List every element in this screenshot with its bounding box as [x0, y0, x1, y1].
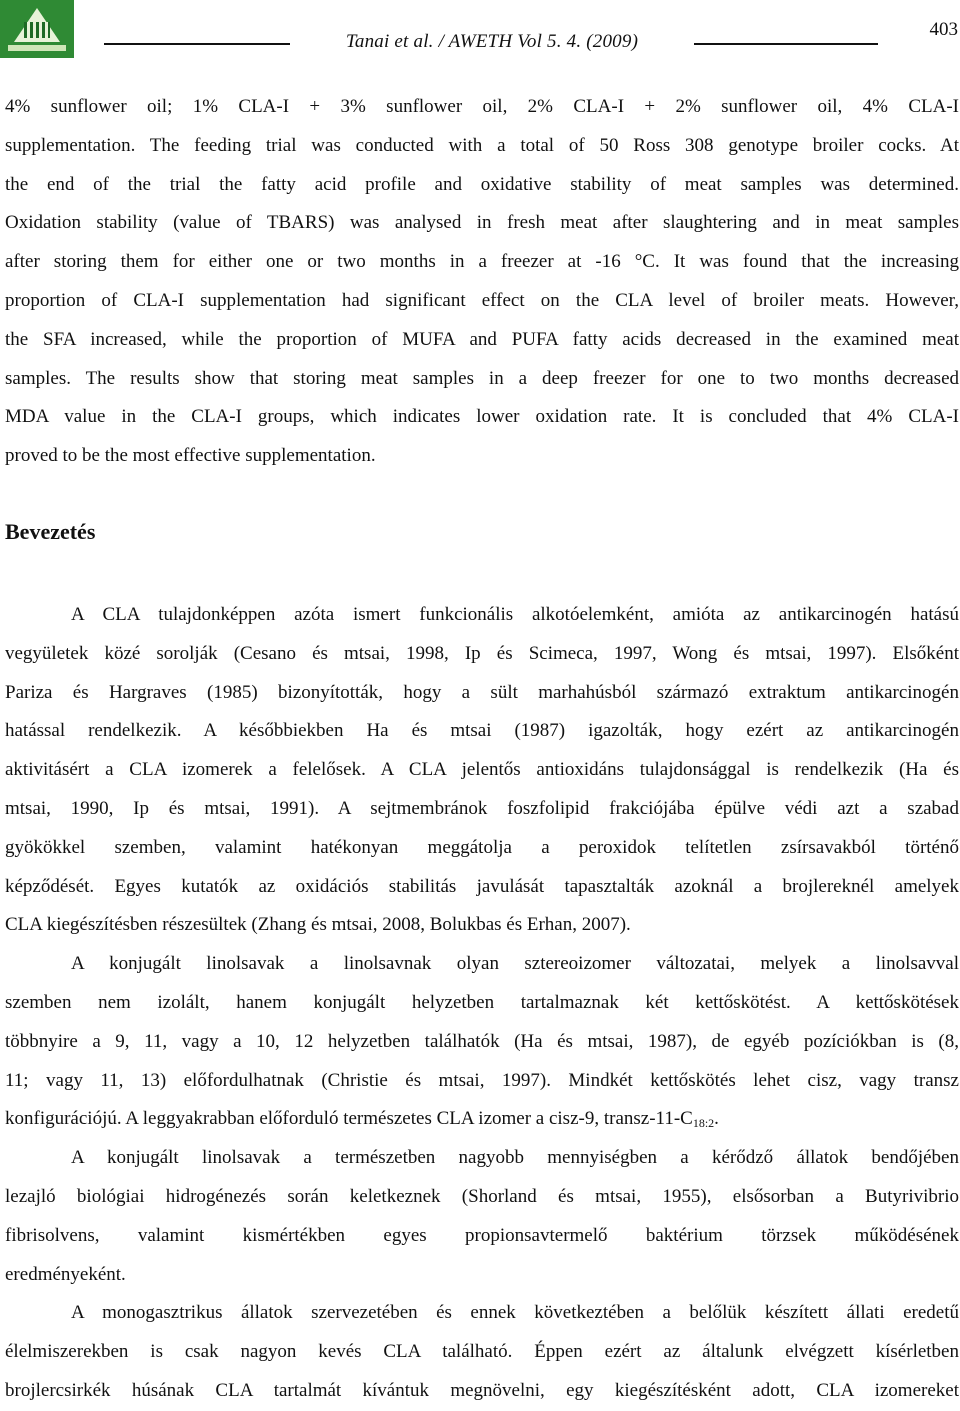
text-line: aktivitásért a CLA izomerek a felelősek. A CLA jelentős antioxidáns tulajdonsággal is rendelkezik (Ha és — [5, 759, 959, 781]
logo-band — [8, 45, 66, 51]
text-line — [5, 1100, 959, 1139]
abstract-continuation — [5, 88, 959, 476]
section-heading: Bevezetés — [5, 519, 96, 544]
subscript: 18:2 — [692, 1116, 715, 1131]
header-rule-right — [694, 43, 878, 45]
text-line: hatással rendelkezik. A későbbiekben Ha és mtsai (1987) igazolták, hogy ezért az antikarcinogén — [5, 720, 959, 742]
text-line: Pariza és Hargraves (1985) bizonyították, hogy a sült marhahúsból származó extraktum antikarcinogén — [5, 681, 959, 703]
text-line: the SFA increased, while the proportion of MUFA and PUFA fatty acids decreased in the examined meat — [5, 328, 959, 350]
header-rule-left — [104, 43, 290, 45]
text-line: lezajló biológiai hidrogénezés során keletkeznek (Shorland és mtsai, 1955), elsősorban a Butyrivibrio — [5, 1185, 959, 1207]
text-line: CLA kiegészítésben részesültek (Zhang és mtsai, 2008, Bolukbas és Erhan, 2007). — [5, 914, 631, 936]
running-head: Tanai et al. / AWETH Vol 5. 4. (2009) — [345, 31, 639, 52]
text-line: Oxidation stability (value of TBARS) was analysed in fresh meat after slaughtering and in meat samples — [5, 212, 959, 234]
text-run: . — [714, 1108, 719, 1130]
text-line: gyökökkel szemben, valamint hatékonyan meggátolja a peroxidok telítetlen zsírsavakból történő — [5, 836, 959, 858]
text-line: after storing them for either one or two months in a freezer at -16 °C. It was found that the increasing — [5, 251, 959, 273]
text-line: eredményeként. — [5, 1263, 126, 1285]
logo-building-icon — [24, 22, 50, 38]
text-line: A CLA tulajdonképpen azóta ismert funkcionális alkotóelemként, amióta az antikarcinogén hatású — [71, 604, 959, 625]
body-text — [5, 596, 959, 1411]
text-line: A konjugált linolsavak a természetben nagyobb mennyiségben a kérődző állatok bendőjében — [71, 1147, 959, 1169]
text-line: A monogasztrikus állatok szervezetében és ennek következtében a belőlük készített állati eredetű — [71, 1302, 959, 1324]
text-line: többnyire a 9, 11, vagy a 10, 12 helyzetben találhatók (Ha és mtsai, 1987), de egyéb pozíciókban is (8, — [5, 1030, 959, 1052]
journal-logo — [0, 0, 74, 58]
text-run: konfigurációjú. A leggyakrabban előforduló természetes CLA izomer a cisz-9, transz-11-C — [5, 1108, 693, 1130]
text-line: fibrisolvens, valamint kismértékben egyes propionsavtermelő baktérium törzsek működésének — [5, 1224, 959, 1246]
text-line: képződését. Egyes kutatók az oxidációs stabilitás javulását tapasztalták azoknál a brojlereknél amelyek — [5, 875, 959, 897]
text-line: proportion of CLA-I supplementation had significant effect on the CLA level of broiler meats. However, — [5, 289, 959, 311]
text-line: szemben nem izolált, hanem konjugált helyzetben tartalmaznak két kettőskötést. A kettőskötések — [5, 991, 959, 1013]
page-number: 403 — [929, 19, 958, 40]
text-line: supplementation. The feeding trial was conducted with a total of 50 Ross 308 genotype broiler cocks. At — [5, 134, 959, 156]
text-line: MDA value in the CLA-I groups, which indicates lower oxidation rate. It is concluded that 4% CLA-I — [5, 406, 959, 428]
text-line: the end of the trial the fatty acid profile and oxidative stability of meat samples was determined. — [5, 173, 959, 195]
text-line: proved to be the most effective supplementation. — [5, 445, 376, 467]
text-line: élelmiszerekben is csak nagyon kevés CLA található. Éppen ezért az általunk elvégzett kísérletben — [5, 1341, 959, 1363]
text-line: A konjugált linolsavak a linolsavnak olyan sztereoizomer változatai, melyek a linolsavval — [71, 953, 959, 975]
text-line: vegyületek közé sorolják (Cesano és mtsai, 1998, Ip és Scimeca, 1997, Wong és mtsai, 1997). Elsőként — [5, 642, 959, 664]
text-line: 4% sunflower oil; 1% CLA-I + 3% sunflower oil, 2% CLA-I + 2% sunflower oil, 4% CLA-I — [5, 96, 959, 117]
text-line: brojlercsirkék húsának CLA tartalmát kívántuk megnövelni, egy kiegészítésként adott, CLA izomereket — [5, 1379, 959, 1401]
text-line: mtsai, 1990, Ip és mtsai, 1991). A sejtmembránok foszfolipid frakciójába épülve védi azt a szabad — [5, 797, 959, 819]
text-line: 11; vagy 11, 13) előfordulhatnak (Christie és mtsai, 1997). Mindkét kettőskötés lehet cisz, vagy transz — [5, 1069, 959, 1091]
text-line: samples. The results show that storing meat samples in a deep freezer for one to two months decreased — [5, 367, 959, 389]
